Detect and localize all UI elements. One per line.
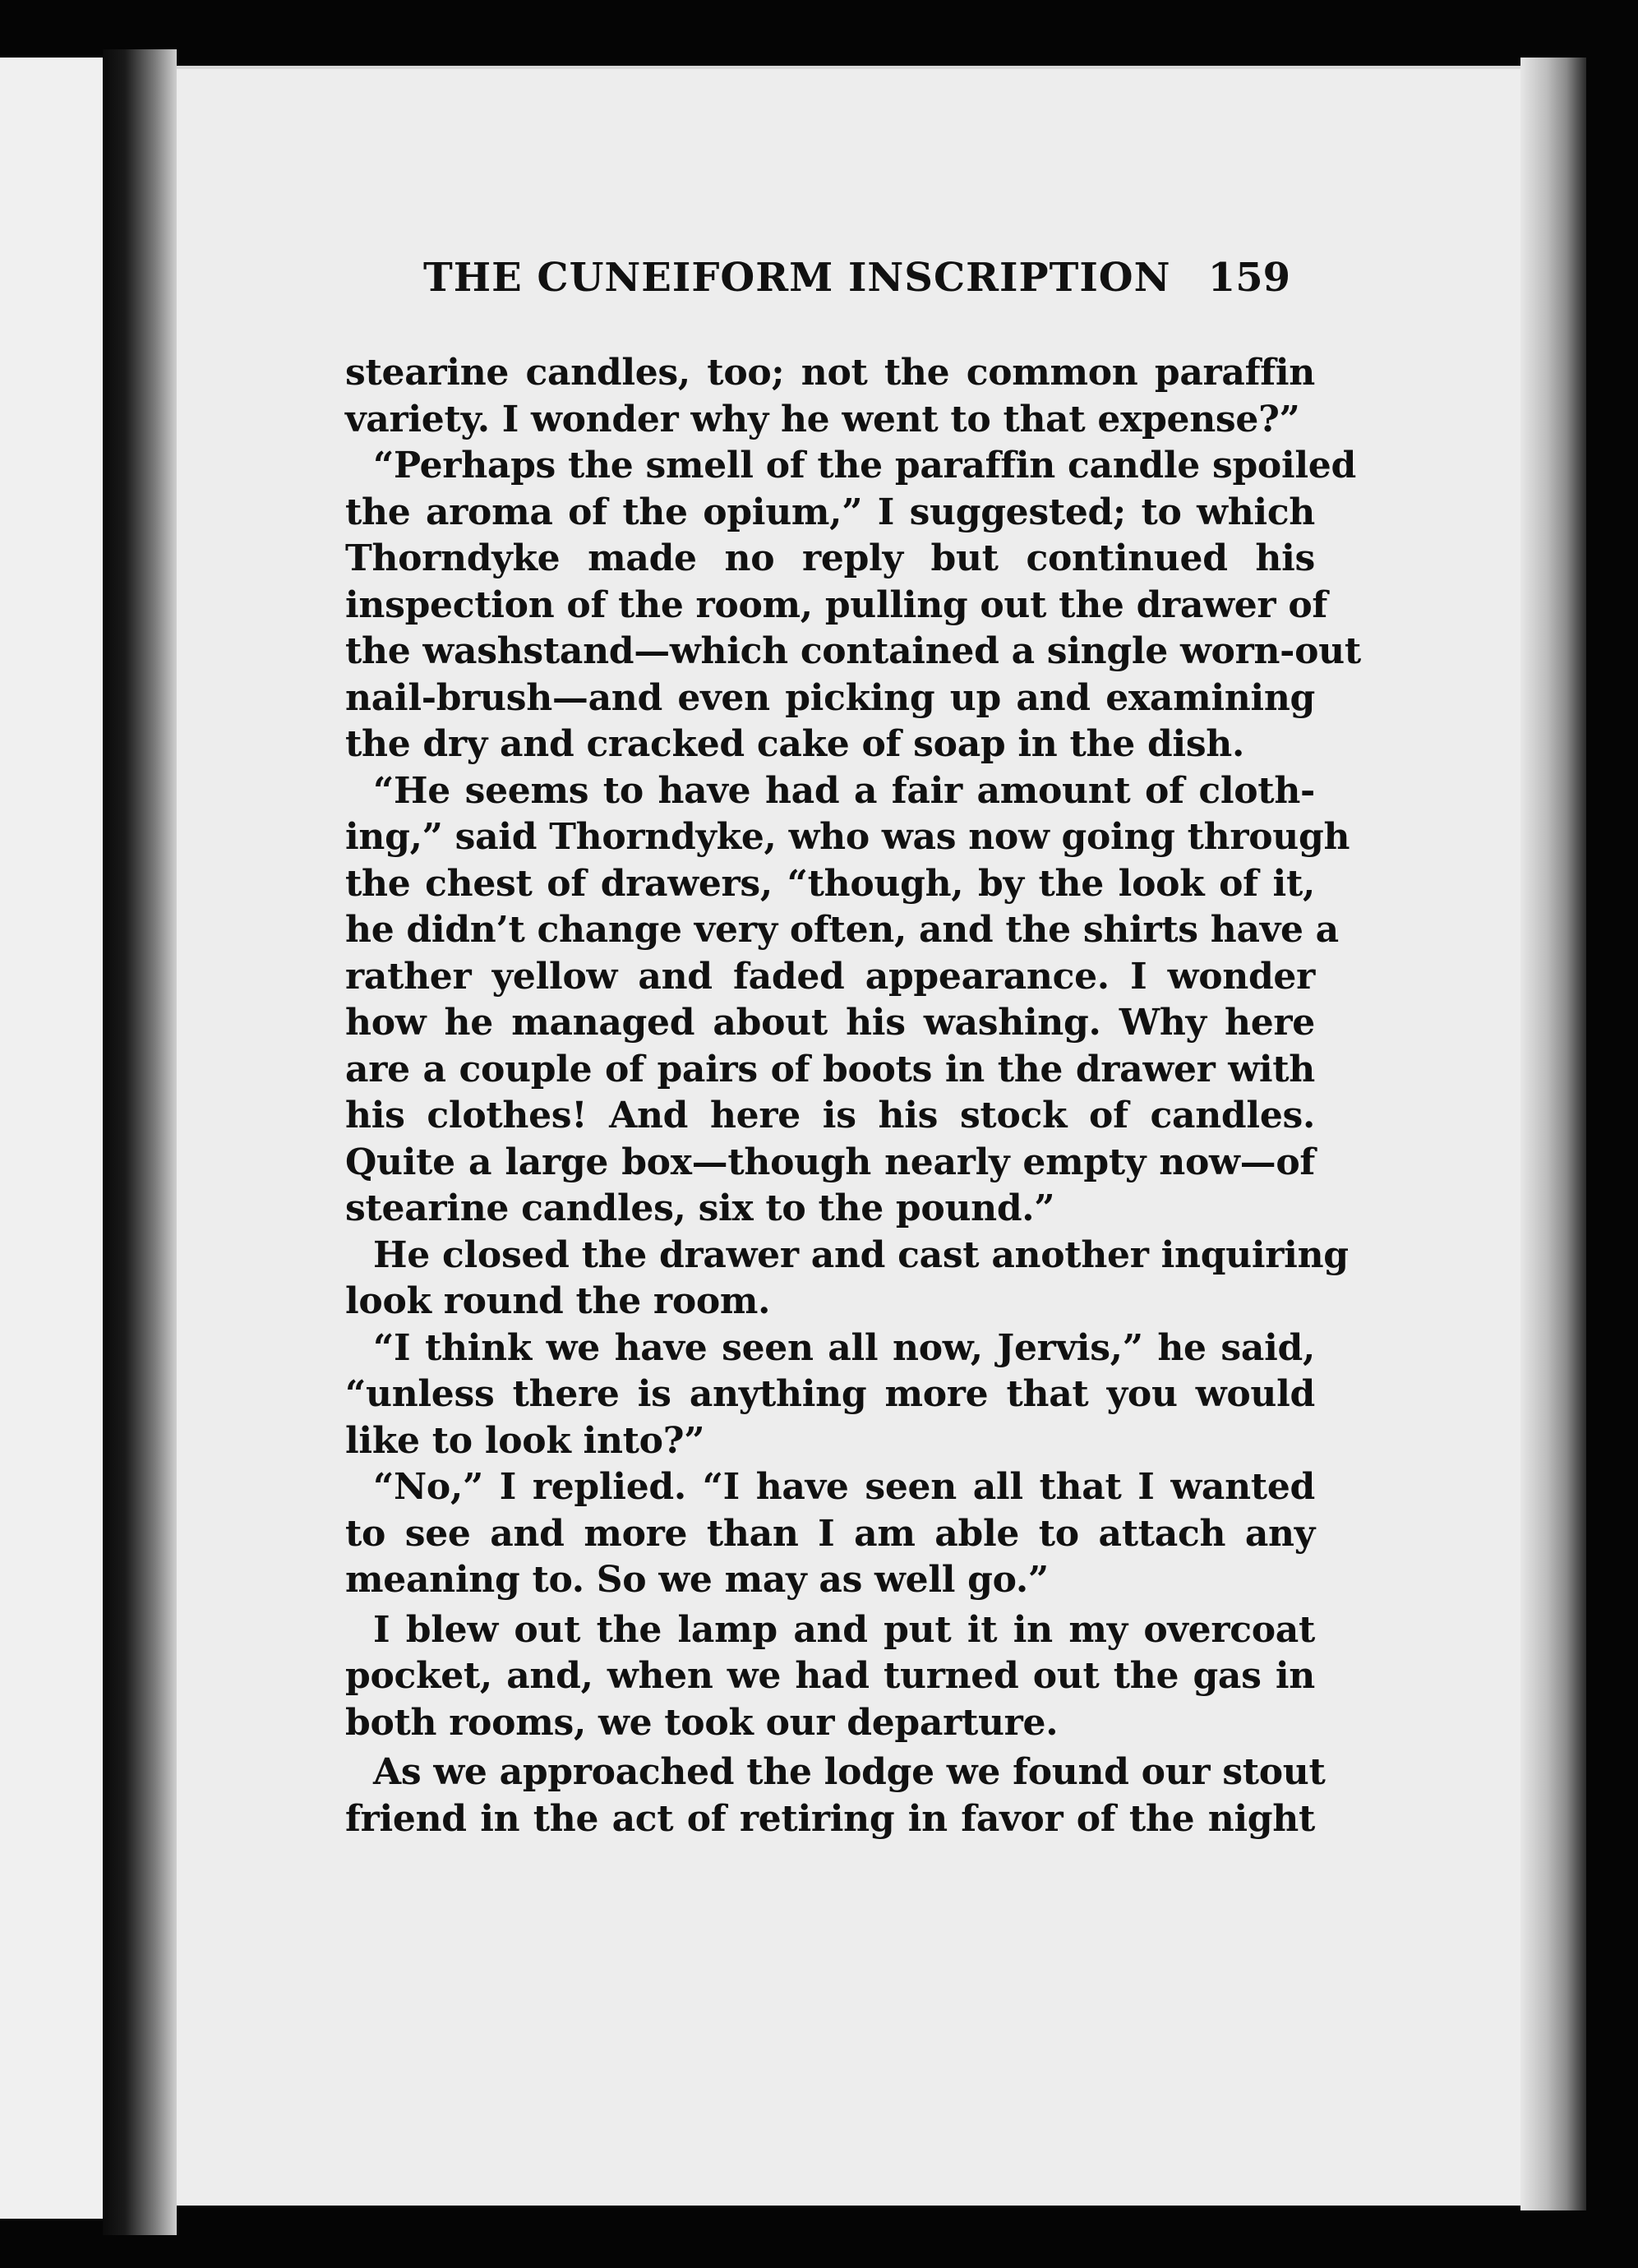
text-line: look round the room. [345, 1280, 771, 1322]
text-line: stearine candles, six to the pound.” [345, 1187, 1055, 1229]
text-line: both rooms, we took our departure. [345, 1701, 1059, 1744]
page-text-block [345, 255, 1361, 1842]
text-line: ing,” said Thorndyke, who was now going through [345, 816, 1350, 858]
text-line: inspection of the room, pulling out the drawer of [345, 583, 1327, 626]
page-number: 159 [1207, 255, 1290, 301]
text-line: like to look into?” [345, 1419, 705, 1462]
facing-page-edge [0, 58, 103, 2219]
text-line: stearine candles, too; not the common paraffin [345, 352, 1315, 394]
text-line: the dry and cracked cake of soap in the dish. [345, 723, 1244, 765]
text-line: to see and more than I am able to attach any [345, 1512, 1315, 1555]
text-line: friend in the act of retiring in favor of the night [345, 1797, 1315, 1840]
text-line: meaning to. So we may as well go.” [345, 1559, 1049, 1601]
text-line: the aroma of the opium,” I suggested; to which [345, 491, 1315, 533]
text-line: “unless there is anything more that you would [345, 1373, 1315, 1415]
text-line: I blew out the lamp and put it in my overcoat [373, 1608, 1315, 1651]
text-line: rather yellow and faded appearance. I wonder [345, 955, 1315, 998]
text-line: “He seems to have had a fair amount of cloth- [373, 769, 1315, 812]
text-line: He closed the drawer and cast another inquiring [373, 1233, 1349, 1276]
running-head [345, 255, 1315, 329]
page-stack-edge [1520, 58, 1586, 2210]
text-line: “I think we have seen all now, Jervis,” he said, [373, 1326, 1315, 1369]
text-line: Thorndyke made no reply but continued his [345, 537, 1315, 579]
text-line: how he managed about his washing. Why here [345, 1002, 1315, 1044]
text-line: As we approached the lodge we found our stout [373, 1751, 1326, 1793]
text-line: are a couple of pairs of boots in the drawer with [345, 1048, 1315, 1090]
text-line: he didn’t change very often, and the shirts have a [345, 909, 1339, 951]
binding-gutter [103, 49, 177, 2235]
text-line: “Perhaps the smell of the paraffin candle spoiled [373, 445, 1356, 486]
text-line: his clothes! And here is his stock of candles. [345, 1095, 1315, 1136]
text-line: the washstand—which contained a single worn-out [345, 630, 1361, 672]
text-line: variety. I wonder why he went to that expense?” [345, 398, 1300, 440]
text-line: pocket, and, when we had turned out the gas in [345, 1655, 1315, 1697]
text-line: nail-brush—and even picking up and examining [345, 676, 1315, 719]
body-text [345, 350, 1361, 1842]
running-head-title: THE CUNEIFORM INSCRIPTION [423, 255, 1171, 301]
text-line: Quite a large box—though nearly empty now—of [345, 1141, 1315, 1183]
text-line: the chest of drawers, “though, by the look of it, [345, 862, 1315, 905]
text-line: “No,” I replied. “I have seen all that I wanted [373, 1466, 1315, 1508]
